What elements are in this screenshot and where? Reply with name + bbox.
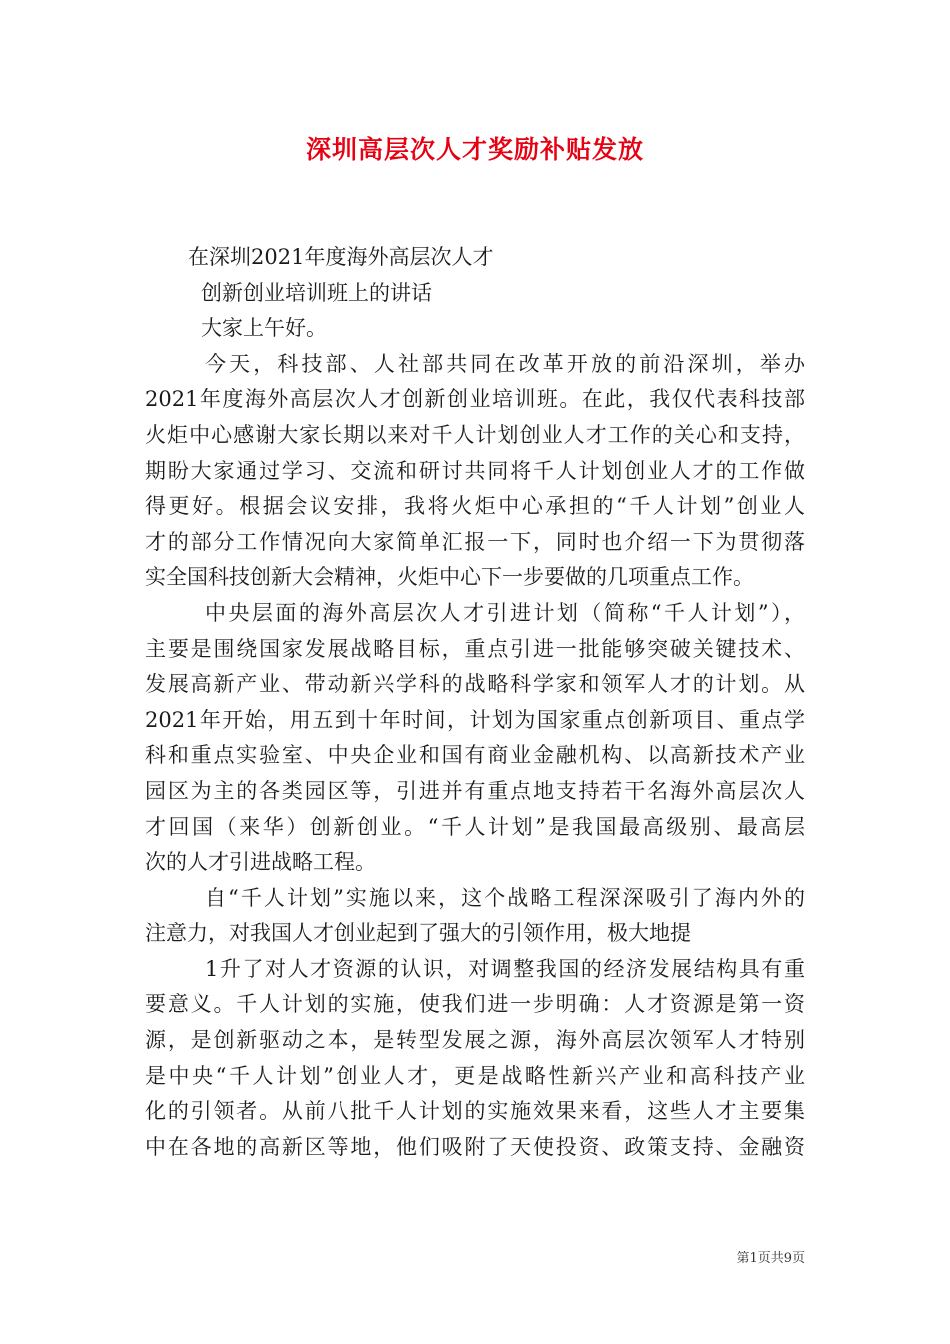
text-line: 中央层面的海外高层次人才引进计划（简称“千人计划”），: [205, 600, 805, 625]
text-line: 火炬中心感谢大家长期以来对千人计划创业人才工作的关心和支持，: [145, 422, 805, 447]
text-line: 源，是创新驱动之本，是转型发展之源，海外高层次领军人才特别: [145, 1028, 805, 1053]
text-line: 在深圳2021年度海外高层次人才: [188, 245, 494, 269]
text-line: 主要是围绕国家发展战略目标，重点引进一批能够突破关键技术、: [145, 636, 805, 661]
text-line: 要意义。千人计划的实施，使我们进一步明确：人才资源是第一资: [145, 992, 805, 1017]
text-line: 科和重点实验室、中央企业和国有商业金融机构、以高新技术产业: [145, 743, 805, 768]
text-line: 是中央“千人计划”创业人才，更是战略性新兴产业和高科技产业: [145, 1063, 805, 1088]
text-line: 今天，科技部、人社部共同在改革开放的前沿深圳，举办: [205, 351, 805, 376]
document-title: 深圳高层次人才奖励补贴发放: [305, 135, 644, 164]
text-line: 期盼大家通过学习、交流和研讨共同将千人计划创业人才的工作做: [145, 458, 805, 483]
text-line: 发展高新产业、带动新兴学科的战略科学家和领军人才的计划。从: [145, 672, 805, 697]
text-line: 得更好。根据会议安排，我将火炬中心承担的“千人计划”创业人: [145, 494, 805, 519]
document-body: [145, 240, 805, 1165]
text-line: 化的引领者。从前八批千人计划的实施效果来看，这些人才主要集: [145, 1099, 805, 1124]
text-line: 大家上午好。: [201, 316, 327, 341]
text-line: 1升了对人才资源的认识，对调整我国的经济发展结构具有重: [205, 956, 805, 981]
text-line: 实全国科技创新大会精神，火炬中心下一步要做的几项重点工作。: [145, 565, 754, 590]
text-line: 创新创业培训班上的讲话: [201, 280, 432, 305]
text-line: 次的人才引进战略工程。: [145, 850, 376, 875]
text-line: 2021年开始，用五到十年时间，计划为国家重点创新项目、重点学: [145, 707, 805, 732]
text-line: 2021年度海外高层次人才创新创业培训班。在此，我仅代表科技部: [145, 387, 805, 412]
text-line: 自“千人计划”实施以来，这个战略工程深深吸引了海内外的: [205, 885, 805, 910]
text-line: 才回国（来华）创新创业。“千人计划”是我国最高级别、最高层: [145, 814, 805, 839]
text-line: 才的部分工作情况向大家简单汇报一下，同时也介绍一下为贯彻落: [145, 529, 805, 554]
text-line: 园区为主的各类园区等，引进并有重点地支持若干名海外高层次人: [145, 778, 805, 803]
text-line: 中在各地的高新区等地，他们吸附了天使投资、政策支持、金融资: [145, 1134, 805, 1159]
text-line: 注意力，对我国人才创业起到了强大的引领作用，极大地提: [145, 921, 691, 946]
page-number: 第1页共9页: [736, 1251, 805, 1266]
